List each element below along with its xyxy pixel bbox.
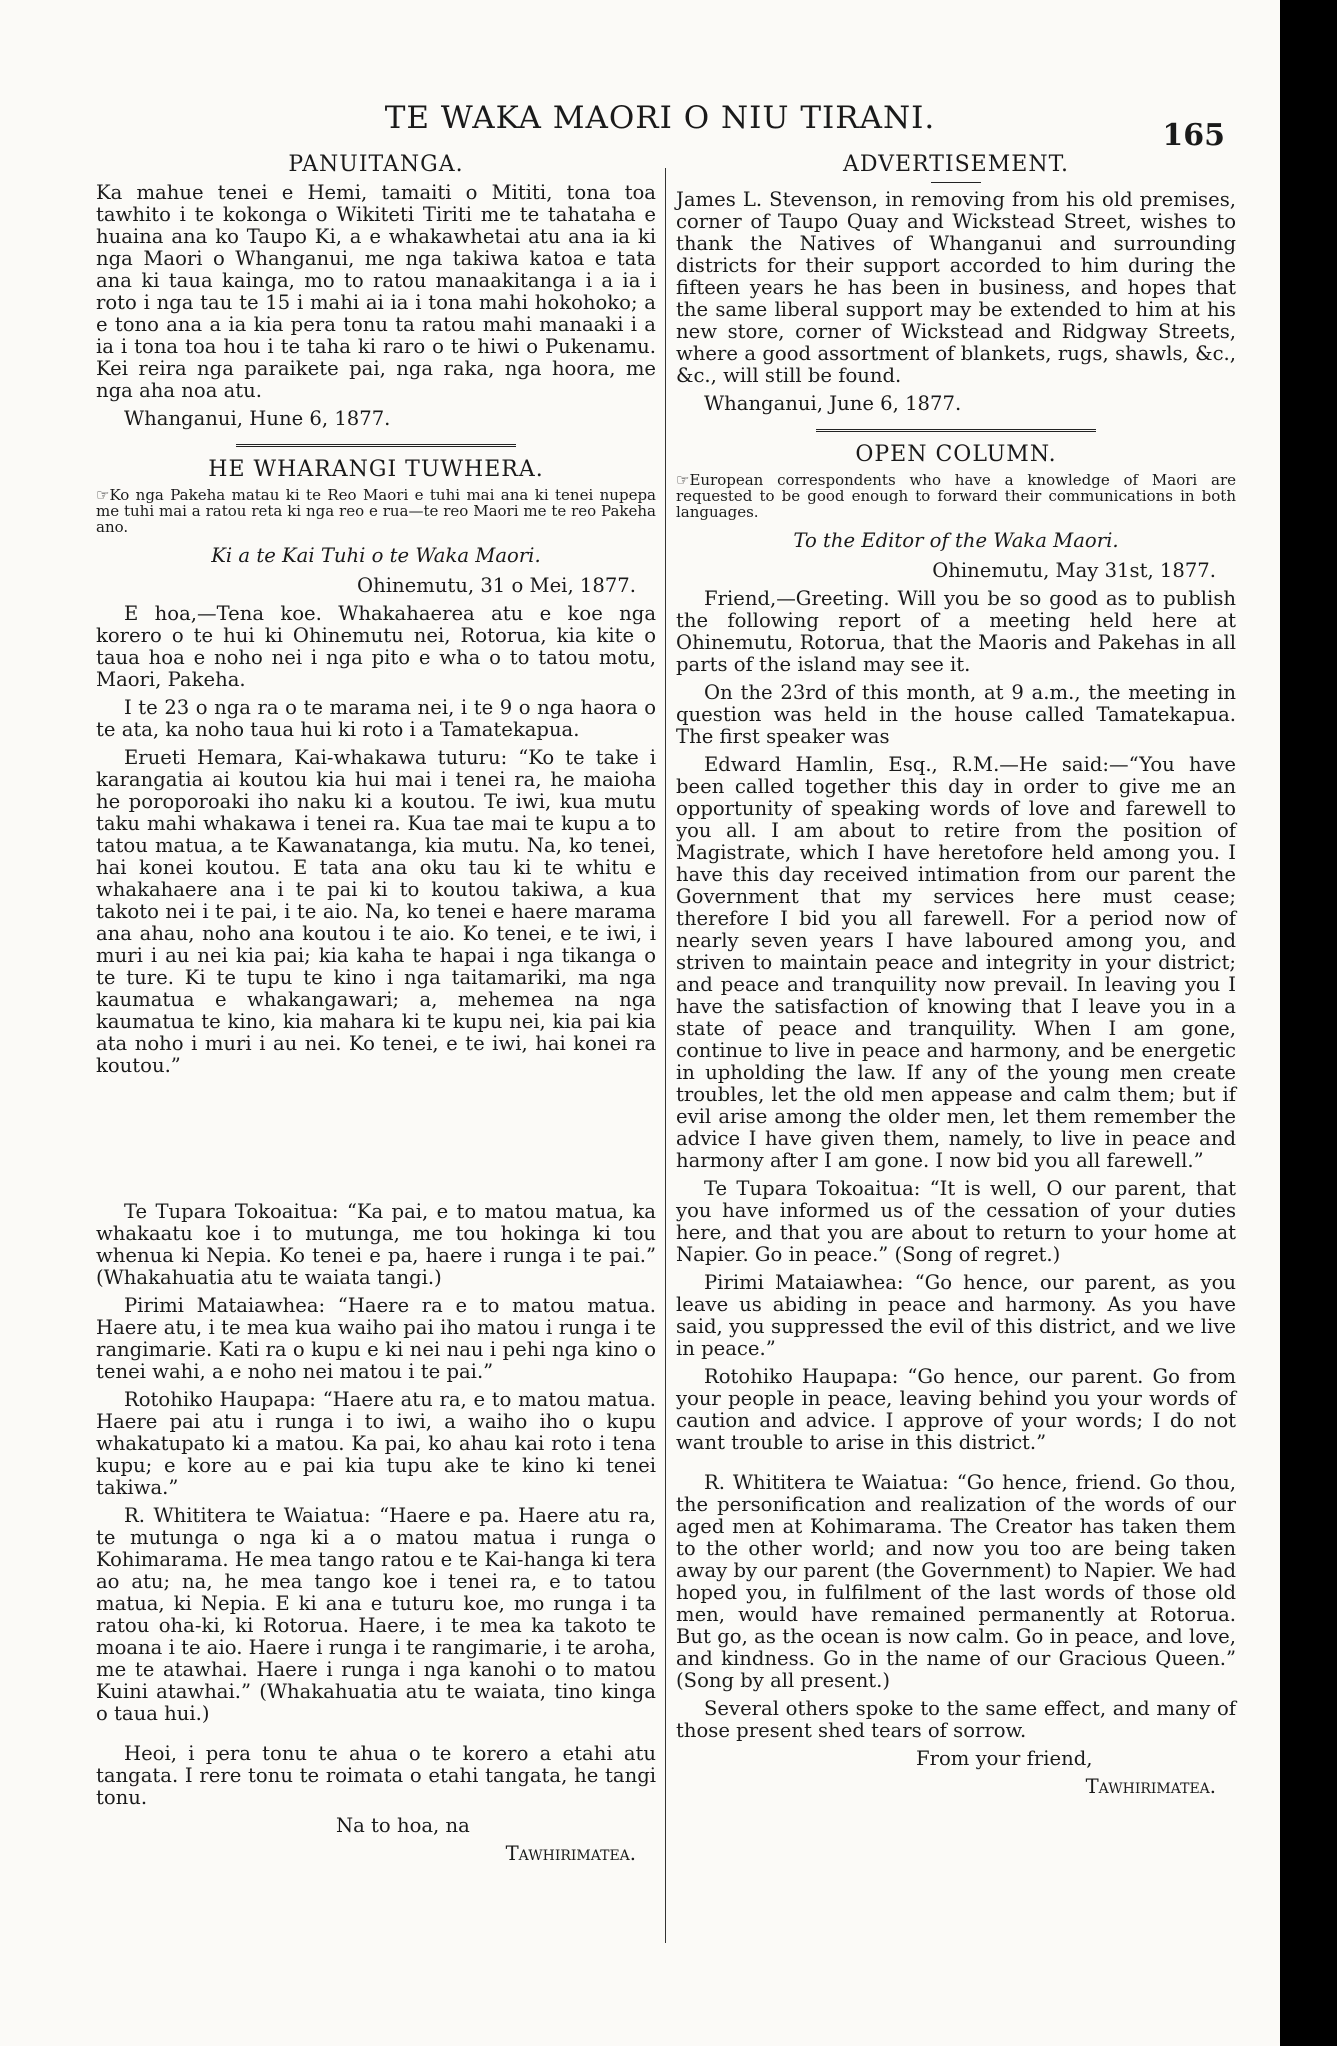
advertisement-dateline: Whanganui, June 6, 1877. bbox=[704, 392, 962, 415]
section-rule bbox=[236, 444, 516, 449]
wharangi-notice: ☞Ko nga Pakeha matau ki te Reo Maori e tuhi mai ana ki tenei nupepa me tuhi mai a ratou reta ki nga reo e rua—te reo Maori me te reo Pakeha ano. bbox=[96, 486, 656, 536]
wharangi-closing: Na to hoa, na bbox=[336, 1814, 470, 1837]
wharangi-signature: Tawhirimatea. bbox=[505, 1842, 636, 1865]
right-column bbox=[676, 150, 1236, 1804]
left-column bbox=[96, 150, 656, 1871]
small-rule bbox=[931, 182, 981, 183]
panuitanga-heading: PANUITANGA. bbox=[288, 152, 464, 177]
page-number: 165 bbox=[1162, 118, 1225, 153]
wharangi-paragraph: Erueti Hemara, Kai-whakawa tuturu: “Ko te take i karangatia ai koutou kia hui mai i tenei ra, he maioha he poroporoaki iho naku ki a koutou. Te iwi, kua mutu taku mahi whakawa i tenei ra. Kua tae mai te kupu a to tatou matua, a te Kawanatanga, kia mutu. Na, ko tenei, hai konei koutou. E tata ana oku tau ki te whitu e whakahaere ana i te pai ki to koutou takiwa, a kua takoto nei i te pai, i te aio. Na, ko tenei e haere marama ana ahau, noho ana koutou i te aio. Ko tenei, e te iwi, i muri i au nei kia pai; kia kaha te hapai i nga tikanga o te ture. Ki te tupu te kino i nga taitamariki, ma nga kaumatua e whakangawari; a, mehemea na nga kaumatua te kino, kia mahara ki te kupu nei, kia pai kia ata noho i muri i au nei. Ko tenei, e te iwi, hai konei ra koutou.” bbox=[96, 746, 656, 1077]
open-column-notice: ☞European correspondents who have a knowledge of Maori are requested to be good enough to forward their communications in both languages. bbox=[676, 471, 1236, 521]
panuitanga-dateline: Whanganui, Hune 6, 1877. bbox=[124, 407, 391, 430]
advertisement-body: James L. Stevenson, in removing from his old premises, corner of Taupo Quay and Wickstead Street, wishes to thank the Natives of Whanganui and surrounding districts for their support accorded to him during the fifteen years he has been in business, and hopes that the same liberal support may be extended to him at his new store, corner of Wickstead and Ridgway Streets, where a good assortment of blankets, rugs, shawls, &c., &c., will still be found. bbox=[676, 188, 1236, 387]
wharangi-dateline: Ohinemutu, 31 o Mei, 1877. bbox=[357, 574, 636, 597]
wharangi-paragraph: E hoa,—Tena koe. Whakahaerea atu e koe nga korero o te hui ki Ohinemutu nei, Rotorua, kia kite o taua hoa e noho nei i nga pito e wha o to tatou motu, Maori, Pakeha. bbox=[96, 602, 656, 691]
column-gap bbox=[96, 1083, 656, 1201]
open-column-signature: Tawhirimatea. bbox=[1085, 1775, 1216, 1798]
advertisement-heading: ADVERTISEMENT. bbox=[842, 152, 1070, 177]
open-column-paragraph: Several others spoke to the same effect, and many of those present shed tears of sorrow. bbox=[676, 1697, 1236, 1742]
open-column-closing: From your friend, bbox=[916, 1747, 1093, 1770]
open-column-dateline: Ohinemutu, May 31st, 1877. bbox=[932, 559, 1216, 582]
open-column-paragraph: Pirimi Mataiawhea: “Go hence, our parent, as you leave us abiding in peace and harmony. As you have said, you suppressed the evil of this district, and we live in peace.” bbox=[676, 1271, 1236, 1360]
wharangi-paragraph: I te 23 o nga ra o te marama nei, i te 9 o nga haora o te ata, ka noho taua hui ki roto i a Tamatekapua. bbox=[96, 696, 656, 741]
wharangi-subhead: Ki a te Kai Tuhi o te Waka Maori. bbox=[211, 544, 541, 567]
open-column-heading: OPEN COLUMN. bbox=[855, 442, 1057, 467]
column-divider bbox=[665, 168, 666, 1943]
panuitanga-body: Ka mahue tenei e Hemi, tamaiti o Mititi, tona toa tawhito i te kokonga o Wikiteti Tiriti me te tahataha e huaina ana ko Taupo Ki, a e whakawhetai atu ana ia ki nga Maori o Whanganui, me nga takiwa katoa e tata ana ki taua kainga, mo to ratou manaakitanga i a ia i roto i nga tau te 15 i mahi ai ia i tona mahi hokohoko; a e tono ana a ia kia pera tonu ta ratou mahi manaaki i a ia i tona toa hou i te taha ki raro o te hiwi o Pukenamu. Kei reira nga paraikete pai, nga raka, nga hoora, me nga aha noa atu. bbox=[96, 181, 656, 402]
masthead-title: TE WAKA MAORI O NIU TIRANI. bbox=[384, 100, 936, 136]
open-column-paragraph: On the 23rd of this month, at 9 a.m., the meeting in question was held in the house called Tamatekapua. The first speaker was bbox=[676, 681, 1236, 748]
wharangi-paragraph: R. Whititera te Waiatua: “Haere e pa. Haere atu ra, te mutunga o nga ki a o matou matua i runga o Kohimarama. He mea tango ratou e te Kai-hanga ki tera ao atu; na, he mea tango koe i tenei ra, e to tatou matua, ki Nepia. E ki ana e tuturu koe, mo runga i ta ratou oha-ki, ki Rotorua. Haere, i te mea ka takoto te moana i te aio. Haere i runga i te rangimarie, i te aroha, me te atawhai. Haere i runga i nga kanohi o to matou Kuini atawhai.” (Whakahuatia atu te waiata, tino kinga o taua hui.) bbox=[96, 1504, 656, 1725]
wharangi-heading: HE WHARANGI TUWHERA. bbox=[208, 457, 544, 482]
open-column-paragraph: R. Whititera te Waiatua: “Go hence, friend. Go thou, the personification and realization of the words of our aged men at Kohimarama. The Creator has taken them to the other world; and now you too are being taken away by our parent (the Government) to Napier. We had hoped you, in fulfilment of the last words of those old men, would have remained permanently at Rotorua. But go, as the ocean is now calm. Go in peace, and love, and kindness. Go in the name of our Gracious Queen.” (Song by all present.) bbox=[676, 1471, 1236, 1692]
section-rule bbox=[816, 429, 1096, 434]
wharangi-paragraph: Te Tupara Tokoaitua: “Ka pai, e to matou matua, ka whakaatu koe i to mutunga, me tou hokinga ki tou whenua ki Nepia. Ko tenei e pa, haere i runga i te pai.” (Whakahuatia atu te waiata tangi.) bbox=[96, 1200, 656, 1289]
wharangi-paragraph: Heoi, i pera tonu te ahua o te korero a etahi atu tangata. I rere tonu te roimata o etahi tangata, he tangi tonu. bbox=[96, 1742, 656, 1809]
wharangi-paragraph: Pirimi Mataiawhea: “Haere ra e to matou matua. Haere atu, i te mea kua waiho pai iho matou i runga i te rangimarie. Kati ra o kupu e ki nei nau i pehi nga kino o tenei wahi, a e noho nei matou i te pai.” bbox=[96, 1294, 656, 1383]
open-column-subhead: To the Editor of the Waka Maori. bbox=[793, 529, 1119, 552]
open-column-paragraph: Rotohiko Haupapa: “Go hence, our parent. Go from your people in peace, leaving behind you your words of caution and advice. I approve of your words; I do not want trouble to arise in this district.” bbox=[676, 1365, 1236, 1454]
wharangi-paragraph: Rotohiko Haupapa: “Haere atu ra, e to matou matua. Haere pai atu i runga i to iwi, a waiho iho o kupu whakatupato ki a matou. Ka pai, ko ahau kai roto i tena kupu; e kore au e pai kia tupu ake te kino ki tenei takiwa.” bbox=[96, 1388, 656, 1499]
open-column-paragraph: Edward Hamlin, Esq., R.M.—He said:—“You have been called together this day in order to give me an opportunity of speaking words of love and farewell to you all. I am about to retire from the position of Magistrate, which I have heretofore held among you. I have this day received intimation from our parent the Government that my services here must cease; therefore I bid you all farewell. For a period now of nearly seven years I have laboured among you, and striven to maintain peace and integrity in your district; and peace and tranquility now prevail. In leaving you I have the satisfaction of knowing that I leave you in a state of peace and tranquility. When I am gone, continue to live in peace and harmony, and be energetic in upholding the law. If any of the young men create troubles, let the old men appease and calm them; but if evil arise among the older men, let them remember the advice I have given them, namely, to live in peace and harmony after I am gone. I now bid you all farewell.” bbox=[676, 753, 1236, 1172]
open-column-paragraph: Friend,—Greeting. Will you be so good as to publish the following report of a meeting held here at Ohinemutu, Rotorua, that the Maoris and Pakehas in all parts of the island may see it. bbox=[676, 587, 1236, 676]
open-column-paragraph: Te Tupara Tokoaitua: “It is well, O our parent, that you have informed us of the cessation of your duties here, and that you are about to return to your home at Napier. Go in peace.” (Song of regret.) bbox=[676, 1177, 1236, 1266]
